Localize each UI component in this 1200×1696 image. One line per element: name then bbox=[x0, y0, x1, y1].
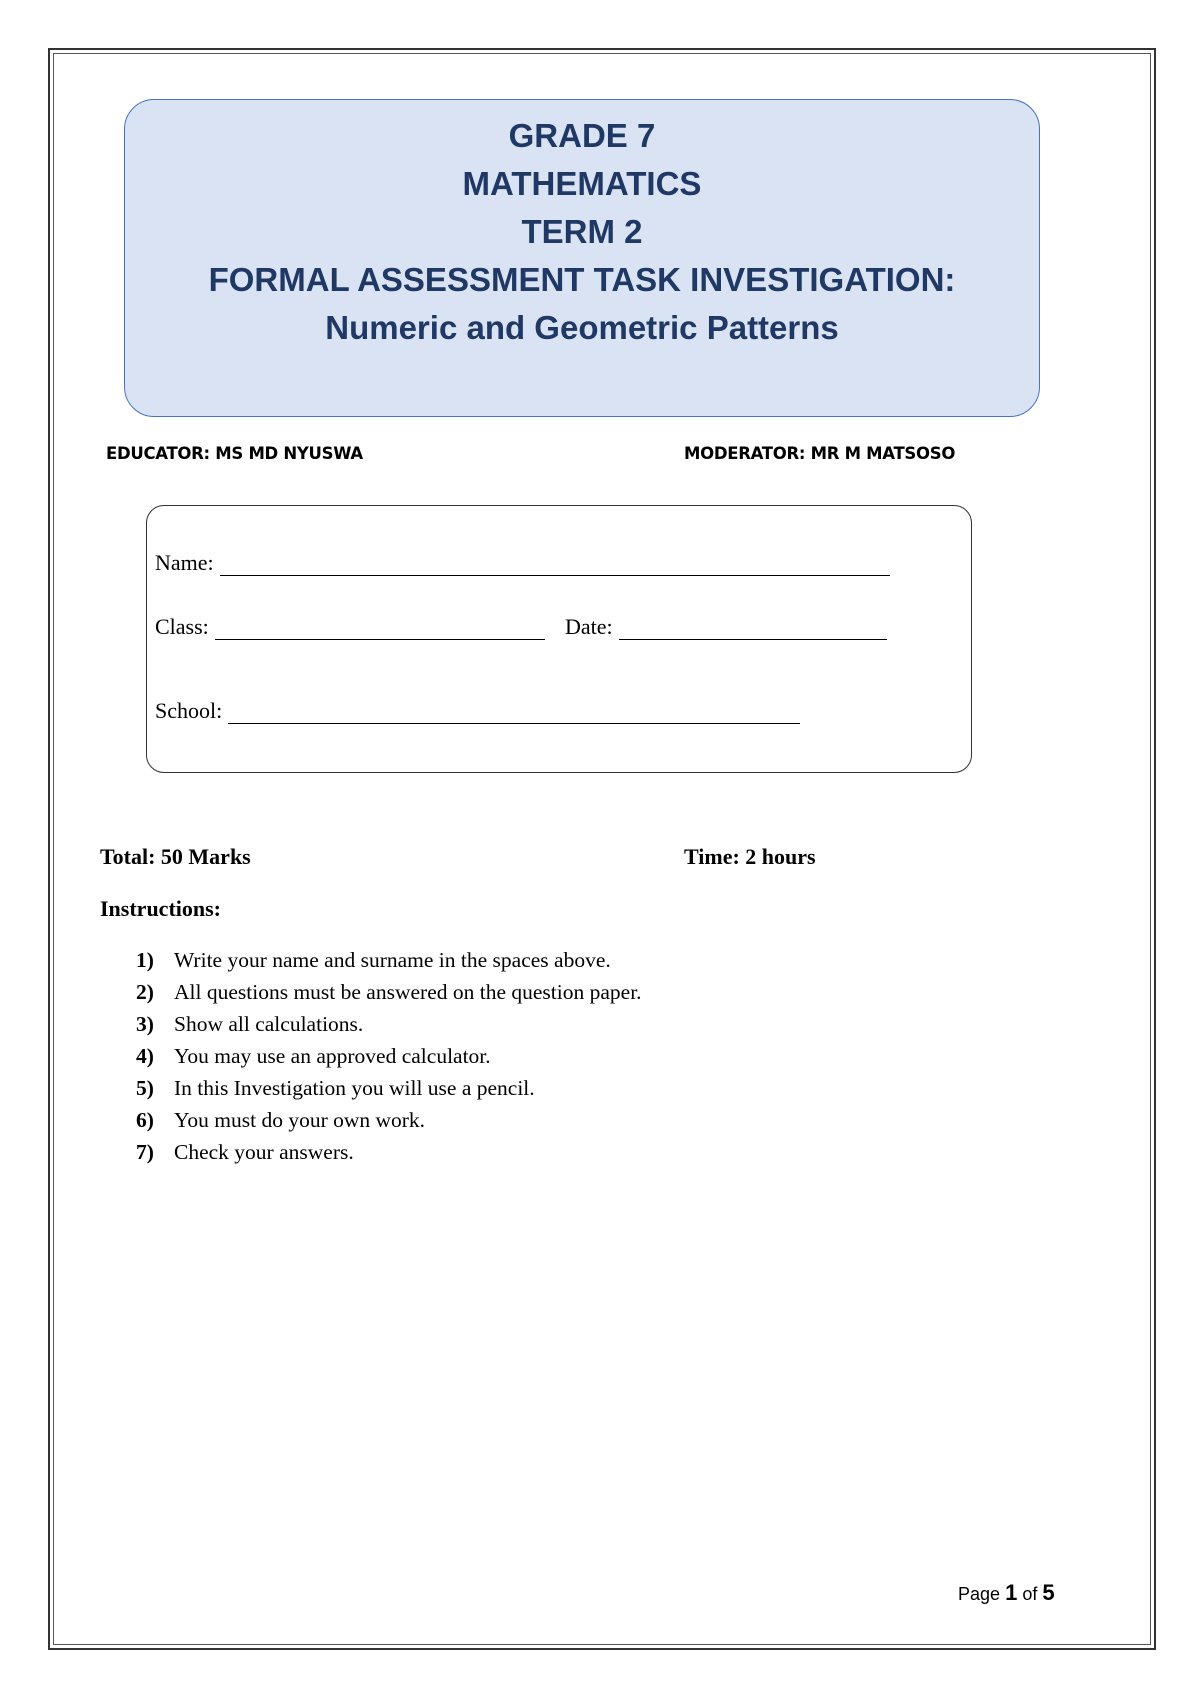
school-label: School: bbox=[155, 698, 223, 723]
total-pages: 5 bbox=[1042, 1580, 1055, 1605]
date-line[interactable] bbox=[619, 617, 887, 640]
title-term: TERM 2 bbox=[521, 213, 643, 250]
item-number: 2) bbox=[136, 980, 154, 1004]
date-field[interactable] bbox=[565, 614, 887, 640]
item-number: 1) bbox=[136, 948, 154, 972]
item-number: 5) bbox=[136, 1076, 154, 1100]
name-line[interactable] bbox=[220, 553, 890, 576]
name-field[interactable] bbox=[155, 550, 890, 576]
title-topic: Numeric and Geometric Patterns bbox=[325, 309, 839, 346]
page-number bbox=[958, 1580, 1055, 1606]
list-item bbox=[136, 1044, 642, 1076]
list-item bbox=[136, 1012, 642, 1044]
title-grade: GRADE 7 bbox=[508, 117, 656, 154]
instructions-heading: Instructions: bbox=[100, 896, 222, 921]
title-subject: MATHEMATICS bbox=[462, 165, 702, 202]
class-field[interactable] bbox=[155, 614, 545, 640]
item-number: 3) bbox=[136, 1012, 154, 1036]
total-marks: Total: 50 Marks bbox=[100, 844, 251, 869]
item-text: In this Investigation you will use a pencil. bbox=[174, 1076, 535, 1100]
of-word: of bbox=[1022, 1584, 1038, 1604]
class-line[interactable] bbox=[215, 617, 545, 640]
list-item bbox=[136, 1076, 642, 1108]
page-word: Page bbox=[958, 1584, 1001, 1604]
name-label: Name: bbox=[155, 550, 214, 575]
list-item bbox=[136, 1108, 642, 1140]
item-text: All questions must be answered on the question paper. bbox=[174, 980, 642, 1004]
item-text: Write your name and surname in the spaces above. bbox=[174, 948, 611, 972]
current-page: 1 bbox=[1005, 1580, 1018, 1605]
date-label: Date: bbox=[565, 614, 613, 639]
school-field[interactable] bbox=[155, 698, 800, 724]
list-item bbox=[136, 1140, 642, 1172]
class-label: Class: bbox=[155, 614, 209, 639]
item-number: 4) bbox=[136, 1044, 154, 1068]
title-task: FORMAL ASSESSMENT TASK INVESTIGATION: bbox=[208, 261, 956, 298]
item-number: 6) bbox=[136, 1108, 154, 1132]
title-banner bbox=[124, 99, 1040, 417]
list-item bbox=[136, 948, 642, 980]
learner-details-box bbox=[146, 505, 972, 773]
time-allowed: Time: 2 hours bbox=[684, 844, 816, 869]
item-text: You must do your own work. bbox=[174, 1108, 426, 1132]
list-item bbox=[136, 980, 642, 1012]
educator-label: EDUCATOR: MS MD NYUSWA bbox=[106, 444, 363, 463]
school-line[interactable] bbox=[228, 701, 800, 724]
item-text: Show all calculations. bbox=[174, 1012, 364, 1036]
item-text: You may use an approved calculator. bbox=[174, 1044, 491, 1068]
item-number: 7) bbox=[136, 1140, 154, 1164]
item-text: Check your answers. bbox=[174, 1140, 354, 1164]
moderator-label: MODERATOR: MR M MATSOSO bbox=[684, 444, 956, 463]
instructions-list bbox=[136, 948, 642, 1172]
